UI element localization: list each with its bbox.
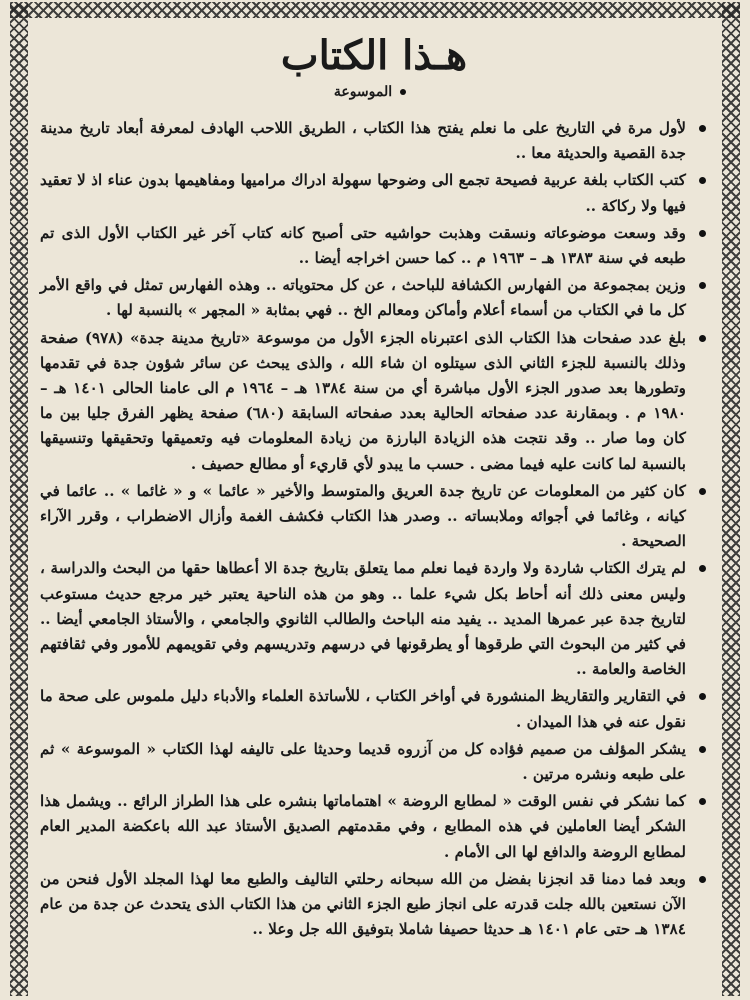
paragraph — [40, 867, 708, 943]
paragraph-list — [40, 116, 708, 943]
paragraph-text: لأول مرة في التاريخ على ما نعلم يفتح هذا الكتاب ، الطريق اللاحب الهادف لمعرفة أبعاد تاريخ مدينة جدة القصية والحديثة معا .. — [40, 119, 686, 163]
paragraph-text: يشكر المؤلف من صميم فؤاده كل من آزروه قديما وحديثا على تاليفه لهذا الكتاب « الموسوعة » ثم على طبعه ونشره مرتين . — [40, 739, 686, 784]
paragraph — [40, 273, 708, 323]
paragraph — [40, 556, 708, 682]
page-subtitle — [40, 84, 708, 100]
paragraph-text: وقد وسعت موضوعاته ونسقت وهذبت حواشيه حتى أصبح كانه كتاب آخر غير الكتاب الأول الذى تم طبعه في سنة ١٣٨٣ هـ – ١٩٦٣ م .. كما حسن اخراجه أيضا .. — [40, 223, 686, 268]
bullet-icon — [699, 488, 706, 495]
bullet-icon — [699, 177, 706, 184]
bullet-icon — [699, 746, 706, 753]
paragraph-text: كتب الكتاب بلغة عربية فصيحة تجمع الى وضوحها سهولة ادراك مراميها ومفاهيمها بدون عناء اذ لا تعقيد فيها ولا ركاكة .. — [40, 171, 686, 215]
paragraph — [40, 789, 708, 865]
paragraph-text: وزين بمجموعة من الفهارس الكشافة للباحث ، عن كل محتوياته .. وهذه الفهارس تمثل في واقع الأمر كل ما في الكتاب من أسماء أعلام وأماكن ومعالم الخ .. فهي بمثابة « المجهر » بالنسبة لها . — [40, 276, 686, 320]
paragraph-text: لم يترك الكتاب شاردة ولا واردة فيما نعلم مما يتعلق بتاريخ جدة الا أعطاها حقها من البحث والدراسة ، وليس معنى ذلك أنه أحاط بكل شيء علما .. وهو من هذه الناحية يعتبر خير مرجع حديث مستوعب لتاريخ جدة عبر عمرها المديد .. يفيد منه الباحث والطالب الثانوي والجامعي ، والأستاذ الجامعي أيضا .. في كثير من البحوث التي طرقوها أو يطرقونها في درسهم وتدريسهم وفي تقويمهم للأمور وفي ثقافتهم الخاصة والعامة .. — [40, 559, 686, 679]
bullet-icon — [699, 876, 706, 883]
bullet-icon — [699, 282, 706, 289]
ornamental-border-right — [722, 4, 740, 996]
ornamental-border-left — [10, 4, 28, 996]
paragraph — [40, 221, 708, 271]
ornamental-border-top — [10, 2, 740, 18]
paragraph — [40, 684, 708, 734]
bullet-icon — [699, 125, 706, 132]
page-title: هـذا الكتاب — [280, 32, 468, 79]
paragraph — [40, 479, 708, 555]
bullet-icon — [699, 565, 706, 572]
bullet-icon — [699, 335, 706, 342]
subtitle-text: الموسوعة — [333, 84, 393, 100]
bullet-icon — [699, 693, 706, 700]
paragraph-text: كما نشكر في نفس الوقت « لمطابع الروضة » اهتماماتها بنشره على هذا الطراز الرائع .. ويشمل هذا الشكر أيضا العاملين في هذه المطابع ، وفي مقدمتهم الصديق الأستاذ عبد الله باعكضة المدير العام لمطابع الروضة والدافع لها الى الأمام . — [40, 792, 686, 861]
paragraph — [40, 326, 708, 477]
bullet-icon — [699, 798, 706, 805]
paragraph — [40, 116, 708, 166]
paragraph — [40, 737, 708, 787]
paragraph-text: في التقارير والتقاريظ المنشورة في أواخر الكتاب ، للأساتذة العلماء والأدباء دليل ملموس على صحة ما نقول عنه في هذا الميدان . — [40, 687, 686, 731]
paragraph-text: كان كثير من المعلومات عن تاريخ جدة العريق والمتوسط والأخير « عائما » و « غائما » .. عائما في كيانه ، وغائما في أجوائه وملابساته .. وصدر هذا الكتاب فكشف الغمة وأزال الاضطراب ، وقرر الآراء الصحيحة . — [40, 481, 686, 551]
page-content — [40, 26, 708, 990]
paragraph-text: وبعد فما دمنا قد انجزنا بفضل من الله سبحانه رحلتي التاليف والطبع معا لهذا المجلد الأول فنحن من الآن نستعين بالله جلت قدرته على انجاز طبع الجزء الثاني من هذا الكتاب الذى يتحدث عن جدة من عام ١٣٨٤ هـ حتى عام ١٤٠١ هـ حديثا حصيفا شاملا بتوفيق الله جل وعلا .. — [40, 869, 686, 939]
bullet-icon — [699, 230, 706, 237]
paragraph-text: بلغ عدد صفحات هذا الكتاب الذى اعتبرناه الجزء الأول من موسوعة «تاريخ مدينة جدة» (٩٧٨) صفحة وذلك بالنسبة للجزء الثاني الذى سيتلوه ان شاء الله ، والذى يبحث عن سائر شؤون جدة في تقدمها وتطورها بعد صدور الجزء الأول مباشرة أي من سنة ١٣٨٤ هـ – ١٩٦٤ م الى عامنا الحالى ١٤٠١ هـ – ١٩٨٠ م . وبمقارنة عدد صفحاته الحالية بعدد صفحاته السابقة (٦٨٠) صفحة يظهر الفرق جليا بين ما كان وما صار .. وقد نتجت هذه الزيادة البارزة من زيادة المعلومات فيه وتعميقها وتحقيقها وتنسيقها بالنسبة لما كانت عليه فيما مضى . حسب ما يبدو لأي قاريء أو مطالع حصيف . — [40, 328, 686, 473]
subtitle-dot-icon — [400, 89, 406, 95]
paragraph — [40, 168, 708, 218]
